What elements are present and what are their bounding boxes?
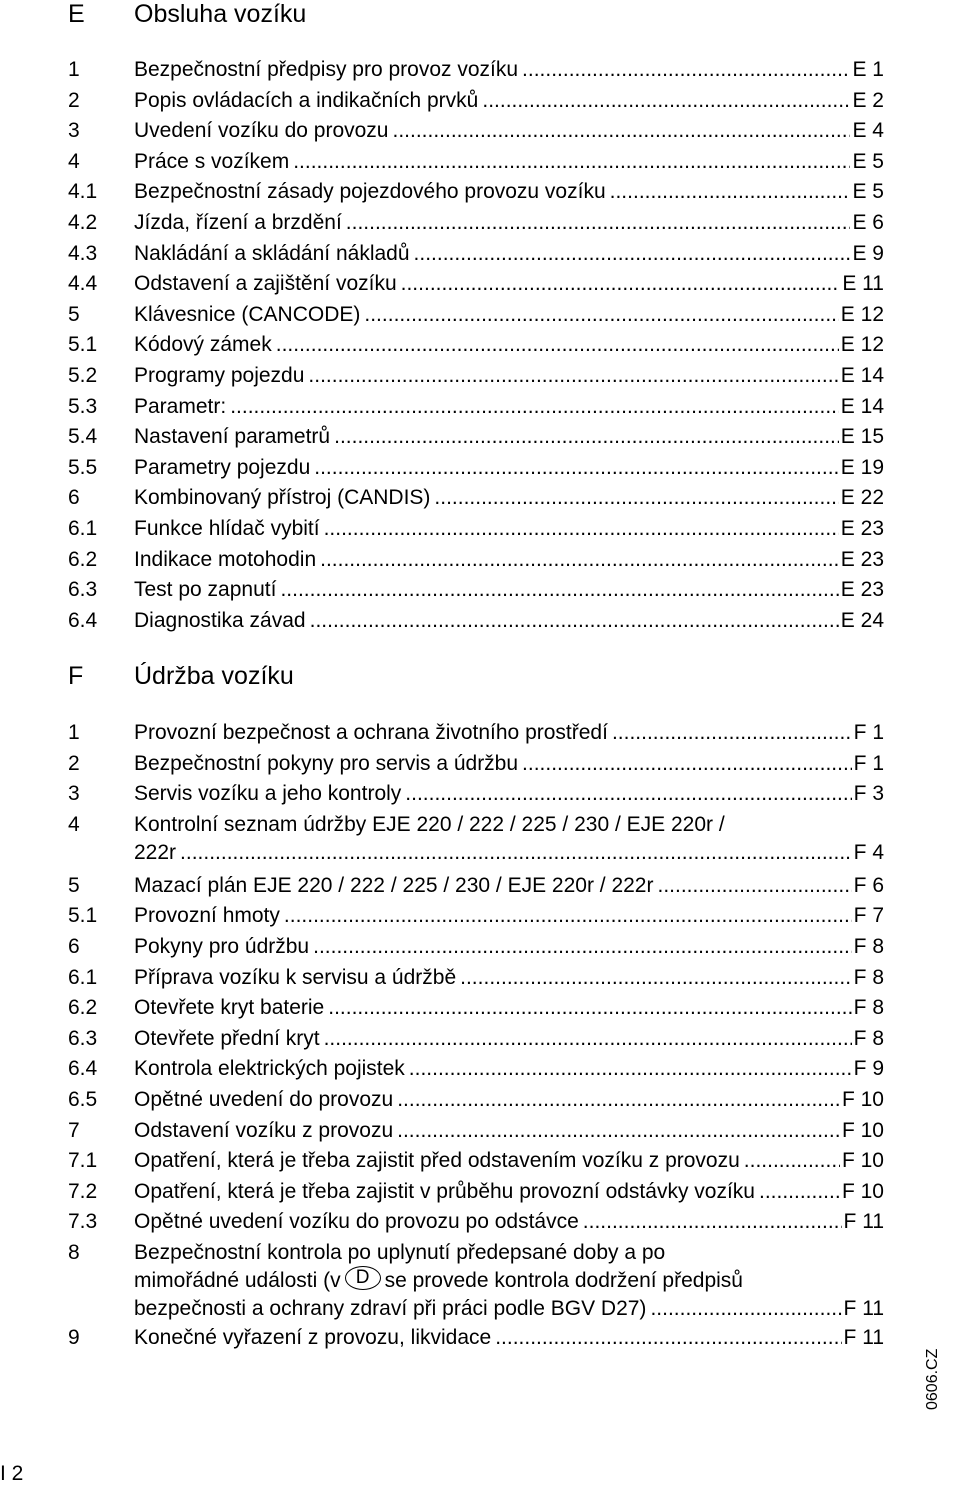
toc-entry-body [134, 932, 884, 960]
toc-entry-page: E 19 [840, 455, 884, 479]
toc-entry-title: Pokyny pro údržbu [134, 934, 310, 958]
toc-entry-line [134, 932, 884, 960]
toc-entry[interactable] [0, 453, 960, 484]
toc-entry-number: 6.1 [68, 516, 98, 540]
toc-entry[interactable] [0, 749, 960, 780]
toc-entry[interactable] [0, 1207, 960, 1238]
toc-entry-number: 6 [68, 486, 80, 510]
section-heading-f [0, 662, 960, 702]
toc-entry-line [134, 838, 884, 866]
toc-entry-number: 6 [68, 934, 80, 958]
toc-entry-line [134, 810, 884, 838]
toc-entry-number: 6.2 [68, 547, 98, 571]
toc-entry-page: E 2 [852, 88, 884, 112]
toc-entry-line [134, 208, 884, 236]
toc-entry[interactable] [0, 1323, 960, 1354]
toc-entry-title: Nakládání a skládání nákladů [134, 241, 410, 265]
toc-entry-title: Kontrola elektrických pojistek [134, 1057, 405, 1081]
toc-entry-title: Bezpečnostní pokyny pro servis a údržbu [134, 751, 519, 775]
toc-entry-page: E 4 [852, 119, 884, 143]
toc-entry-title: Odstavení vozíku z provozu [134, 1118, 394, 1142]
toc-entry-page: F 8 [853, 965, 884, 989]
toc-entry-title: Servis vozíku a jeho kontroly [134, 782, 402, 806]
toc-entry-page: E 5 [852, 149, 884, 173]
toc-entry-line [134, 1054, 884, 1082]
toc-entry-page: F 10 [841, 1118, 884, 1142]
toc-entry-body [134, 177, 884, 205]
toc-entry[interactable] [0, 1054, 960, 1085]
toc-entry[interactable] [0, 208, 960, 239]
toc-entry-line [134, 422, 884, 450]
toc-entry-body [134, 606, 884, 634]
dot-leader [518, 749, 852, 777]
toc-entry-body [134, 1146, 884, 1174]
toc-entry-title: Provozní bezpečnost a ochrana životního prostředí [134, 721, 608, 744]
dot-leader [755, 1177, 840, 1205]
dot-leader [579, 1207, 842, 1235]
toc-entry-number: 7.2 [68, 1179, 98, 1203]
toc-entry-title: Kontrolní seznam údržby EJE 220 / 222 / 225 / 230 / EJE 220r / [134, 812, 725, 836]
toc-entry-title: Bezpečnostní předpisy pro provoz vozíku [134, 58, 519, 81]
toc-entry-line [134, 575, 884, 603]
toc-entry-number: 3 [68, 119, 80, 143]
toc-entry[interactable] [0, 963, 960, 994]
toc-entry-line [134, 1116, 884, 1144]
toc-entry[interactable] [0, 718, 960, 749]
dot-leader [606, 177, 851, 205]
dot-leader [388, 116, 850, 144]
toc-entry-title-continued: se provede kontrola dodržení předpisů [384, 1268, 743, 1292]
toc-entry-title: Funkce hlídač vybití [134, 516, 320, 540]
section-letter: F [68, 662, 84, 690]
dot-leader [401, 779, 851, 807]
toc-entry[interactable] [0, 422, 960, 453]
toc-entry-number: 2 [68, 88, 80, 112]
toc-entry-number: 5.5 [68, 455, 98, 479]
toc-entry-title: Jízda, řízení a brzdění [134, 210, 342, 234]
toc-entry[interactable] [0, 993, 960, 1024]
toc-entry-title: Kódový zámek [134, 333, 272, 357]
toc-entry-title: Opětné uvedení do provozu [134, 1087, 394, 1111]
toc-entry-page: F 10 [841, 1087, 884, 1111]
toc-entry-body [134, 422, 884, 450]
toc-entry-title: Mazací plán EJE 220 / 222 / 225 / 230 / EJE 220r / 222r [134, 873, 654, 897]
toc-entry-page: E 11 [842, 272, 884, 296]
toc-entry[interactable] [0, 1085, 960, 1116]
dot-leader [410, 239, 851, 267]
toc-entry-number: 4.3 [68, 241, 98, 265]
toc-entry-body [134, 1323, 884, 1351]
toc-entry-page: F 8 [853, 934, 884, 958]
toc-entry-page: E 23 [840, 547, 884, 571]
toc-entry-number: 4.4 [68, 272, 98, 296]
toc-entry-page: E 9 [852, 241, 884, 265]
toc-entry[interactable] [0, 392, 960, 423]
toc-entry-line [134, 300, 884, 328]
toc-entry-title: Odstavení a zajištění vozíku [134, 272, 397, 296]
toc-entry-title: Práce s vozíkem [134, 149, 290, 173]
dot-leader [397, 269, 841, 297]
section-title: Obsluha vozíku [134, 0, 307, 28]
toc-entry-line [134, 514, 884, 542]
toc-entry-line [134, 269, 884, 297]
dot-leader [478, 86, 850, 114]
toc-entry-body [134, 1207, 884, 1235]
toc-entry[interactable] [0, 330, 960, 361]
toc-entry-page: F 11 [843, 1210, 884, 1234]
toc-entry-page: E 23 [840, 516, 884, 540]
toc-entry-line [134, 483, 884, 511]
toc-entry-line [134, 963, 884, 991]
dot-leader [272, 330, 839, 358]
toc-entry-page: F 7 [853, 904, 884, 928]
toc-entry-number: 6.4 [68, 1057, 98, 1081]
toc-entry-page: F 10 [841, 1149, 884, 1173]
toc-entry-body [134, 901, 884, 929]
toc-entry-title: Bezpečnostní kontrola po uplynutí předepsané doby a po [134, 1240, 666, 1264]
toc-entry-line [134, 392, 884, 420]
dot-leader [176, 838, 852, 866]
toc-entry-number: 5.2 [68, 363, 98, 387]
toc-entry-body [134, 545, 884, 573]
dot-leader [342, 208, 851, 236]
toc-entry-page: F 4 [853, 840, 884, 864]
dot-leader [646, 1294, 841, 1322]
toc-entry-body [134, 392, 884, 420]
toc-entry-page: E 24 [840, 608, 884, 632]
dot-leader [740, 1146, 840, 1174]
toc-entry-line [134, 330, 884, 358]
circled-d-symbol: D [345, 1266, 381, 1290]
toc-entry[interactable] [0, 1146, 960, 1177]
dot-leader [360, 300, 838, 328]
toc-entry-body [134, 269, 884, 297]
toc-entry-line [134, 606, 884, 634]
toc-entry-page: F 3 [853, 782, 884, 806]
toc-entry-number: 6.4 [68, 608, 98, 632]
toc-entry-body [134, 1085, 884, 1113]
toc-entry-body [134, 453, 884, 481]
toc-entry-body [134, 300, 884, 328]
toc-entry-title: Opětné uvedení vozíku do provozu po odstávce [134, 1210, 579, 1234]
toc-entry-title: Bezpečnostní zásady pojezdového provozu vozíku [134, 180, 606, 204]
toc-entry-line [134, 239, 884, 267]
toc-entry-line [134, 116, 884, 144]
toc-entry-body [134, 718, 884, 746]
toc-entry-page: F 8 [853, 996, 884, 1020]
toc-entry[interactable] [0, 177, 960, 208]
toc-entry-title: Popis ovládacích a indikačních prvků [134, 88, 479, 112]
toc-entry-number: 4.1 [68, 180, 98, 204]
dot-leader [280, 901, 852, 929]
toc-entry-line [134, 361, 884, 389]
toc-entry-page: E 6 [852, 210, 884, 234]
dot-leader [330, 422, 839, 450]
dot-leader [320, 1024, 852, 1052]
toc-entry-title: Opatření, která je třeba zajistit v průběhu provozní odstávky vozíku [134, 1179, 755, 1203]
toc-entry[interactable] [0, 575, 960, 606]
toc-entry-body [134, 749, 884, 777]
toc-entry-body [134, 208, 884, 236]
toc-entry-number: 8 [68, 1240, 80, 1264]
toc-entry-title: Provozní hmoty [134, 904, 280, 928]
toc-entry-line [134, 1024, 884, 1052]
toc-entry-title: Test po zapnutí [134, 578, 277, 602]
toc-entry[interactable] [0, 1024, 960, 1055]
toc-entry-line [134, 779, 884, 807]
toc-entry-number: 4 [68, 812, 80, 836]
toc-entry[interactable] [0, 1177, 960, 1208]
toc-entry-title: Nastavení parametrů [134, 425, 331, 449]
document-code: 0606.CZ [924, 1348, 941, 1410]
toc-entry-body [134, 963, 884, 991]
toc-entry-page: E 5 [852, 180, 884, 204]
toc-entry-title: Kombinovaný přístroj (CANDIS) [134, 486, 431, 510]
toc-entry-body [134, 779, 884, 807]
toc-entry[interactable] [0, 86, 960, 117]
toc-entry-number: 1 [68, 58, 80, 81]
dot-leader [456, 963, 852, 991]
toc-entry-title: Parametry pojezdu [134, 455, 311, 479]
toc-entry-page: F 8 [853, 1026, 884, 1050]
toc-entry[interactable] [0, 116, 960, 147]
dot-leader [276, 575, 838, 603]
dot-leader [405, 1054, 852, 1082]
toc-entry-body [134, 514, 884, 542]
toc-entry-line [134, 1177, 884, 1205]
dot-leader [304, 361, 838, 389]
toc-entry-body [134, 483, 884, 511]
toc-entry-line [134, 86, 884, 114]
toc-entry-page: F 9 [853, 1057, 884, 1081]
toc-section-e [0, 55, 960, 636]
toc-entry-body [134, 993, 884, 1021]
toc-entry-number: 6.3 [68, 1026, 98, 1050]
toc-entry-body [134, 116, 884, 144]
toc-entry-line [134, 1323, 884, 1351]
dot-leader [491, 1323, 841, 1351]
toc-entry-body [134, 147, 884, 175]
toc-entry-page: E 14 [840, 363, 884, 387]
toc-entry-line [134, 1294, 884, 1322]
toc-entry-page: F 6 [853, 873, 884, 897]
toc-entry-title-continued: mimořádné události (v [134, 1268, 341, 1292]
toc-entry-body [134, 361, 884, 389]
toc-entry-line [134, 1266, 884, 1294]
toc-entry-page: E 12 [840, 302, 884, 326]
toc-entry[interactable] [0, 1116, 960, 1147]
toc-entry[interactable] [0, 239, 960, 270]
toc-entry-page: E 14 [840, 394, 884, 418]
toc-entry-title: Programy pojezdu [134, 363, 305, 387]
toc-entry-body [134, 86, 884, 114]
toc-entry-page: E 23 [840, 578, 884, 602]
toc-entry-title: Opatření, která je třeba zajistit před odstavením vozíku z provozu [134, 1149, 740, 1173]
toc-entry-number: 6.3 [68, 578, 98, 602]
toc-entry-line [134, 1238, 884, 1266]
toc-entry-page: F 10 [841, 1179, 884, 1203]
dot-leader [289, 147, 850, 175]
toc-entry-body [134, 55, 884, 83]
toc-entry-line [134, 1146, 884, 1174]
dot-leader [608, 718, 852, 746]
toc-entry-title: Klávesnice (CANCODE) [134, 302, 361, 326]
toc-entry[interactable] [0, 300, 960, 331]
toc-entry-line [134, 749, 884, 777]
toc-entry-number: 5 [68, 873, 80, 897]
dot-leader [226, 392, 839, 420]
page-number: I 2 [0, 1462, 24, 1485]
toc-section-f [0, 718, 960, 1354]
toc-entry-number: 7.3 [68, 1210, 98, 1234]
toc-entry-line [134, 177, 884, 205]
toc-entry-body [134, 1054, 884, 1082]
toc-entry[interactable] [0, 932, 960, 963]
toc-entry-title: Příprava vozíku k servisu a údržbě [134, 965, 457, 989]
dot-leader [320, 514, 839, 542]
toc-entry-number: 2 [68, 751, 80, 775]
toc-entry-line [134, 718, 884, 746]
toc-entry-number: 6.5 [68, 1087, 98, 1111]
section-heading-e [0, 0, 960, 40]
toc-entry-number: 5 [68, 302, 80, 326]
toc-entry-number: 7.1 [68, 1149, 98, 1173]
toc-entry-line [134, 1085, 884, 1113]
toc-entry-body [134, 575, 884, 603]
toc-entry[interactable] [0, 483, 960, 514]
toc-entry-line [134, 871, 884, 899]
toc-entry-page: E 12 [840, 333, 884, 357]
dot-leader [653, 871, 851, 899]
toc-entry-line [134, 453, 884, 481]
dot-leader [309, 932, 852, 960]
toc-entry-body [134, 871, 884, 899]
toc-entry-number: 5.3 [68, 394, 98, 418]
toc-entry-title: Diagnostika závad [134, 608, 306, 632]
toc-entry-page: F 11 [843, 1325, 884, 1349]
toc-entry-body [134, 1177, 884, 1205]
toc-entry-number: 9 [68, 1325, 80, 1349]
toc-entry-line [134, 147, 884, 175]
toc-entry[interactable] [0, 1238, 960, 1323]
dot-leader [306, 606, 839, 634]
toc-entry-number: 5.4 [68, 425, 98, 449]
toc-entry-title-continued: bezpečnosti a ochrany zdraví při práci podle BGV D27) [134, 1296, 647, 1320]
dot-leader [518, 55, 850, 83]
toc-entry-line [134, 1207, 884, 1235]
toc-entry-title: Konečné vyřazení z provozu, likvidace [134, 1325, 492, 1349]
toc-entry[interactable] [0, 810, 960, 871]
toc-entry-line [134, 901, 884, 929]
toc-entry-number: 6.2 [68, 996, 98, 1020]
dot-leader [316, 545, 839, 573]
toc-entry[interactable] [0, 545, 960, 576]
toc-entry-page: F 1 [853, 751, 884, 775]
dot-leader [430, 483, 838, 511]
toc-entry-page: F 11 [843, 1296, 884, 1320]
toc-entry[interactable] [0, 779, 960, 810]
toc-entry-line [134, 545, 884, 573]
toc-entry-number: 7 [68, 1118, 80, 1142]
toc-entry[interactable] [0, 361, 960, 392]
toc-entry-body [134, 1024, 884, 1052]
toc-entry-body [134, 330, 884, 358]
toc-entry-number: 4 [68, 149, 80, 173]
toc-entry[interactable] [0, 871, 960, 902]
toc-entry[interactable] [0, 269, 960, 300]
toc-entry-line [134, 55, 884, 83]
toc-entry-page: E 22 [840, 486, 884, 510]
toc-entry-title: Parametr: [134, 394, 227, 418]
toc-entry-title: Indikace motohodin [134, 547, 317, 571]
toc-entry-page: F 1 [853, 721, 884, 744]
toc-entry[interactable] [0, 901, 960, 932]
section-title: Údržba vozíku [134, 662, 294, 690]
dot-leader [393, 1116, 840, 1144]
toc-entry-body [134, 1116, 884, 1144]
toc-entry-title-continued: 222r [134, 840, 177, 864]
toc-entry-number: 3 [68, 782, 80, 806]
toc-entry-body [134, 810, 884, 866]
section-letter: E [68, 0, 85, 28]
toc-entry-number: 1 [68, 721, 80, 744]
toc-entry-page: E 15 [840, 425, 884, 449]
toc-entry-number: 5.1 [68, 333, 98, 357]
dot-leader [324, 993, 851, 1021]
dot-leader [310, 453, 839, 481]
toc-entry[interactable] [0, 606, 960, 637]
toc-entry-number: 5.1 [68, 904, 98, 928]
toc-entry-title: Otevřete kryt baterie [134, 996, 325, 1020]
toc-entry[interactable] [0, 514, 960, 545]
toc-entry-body [134, 1238, 884, 1322]
toc-entry-body [134, 239, 884, 267]
toc-entry-number: 6.1 [68, 965, 98, 989]
toc-entry-number: 4.2 [68, 210, 98, 234]
dot-leader [393, 1085, 840, 1113]
toc-entry-line [134, 993, 884, 1021]
toc-entry-title: Uvedení vozíku do provozu [134, 119, 389, 143]
toc-entry-page: E 1 [852, 58, 884, 81]
toc-entry-title: Otevřete přední kryt [134, 1026, 320, 1050]
toc-entry[interactable] [0, 147, 960, 178]
toc-entry[interactable] [0, 55, 960, 86]
